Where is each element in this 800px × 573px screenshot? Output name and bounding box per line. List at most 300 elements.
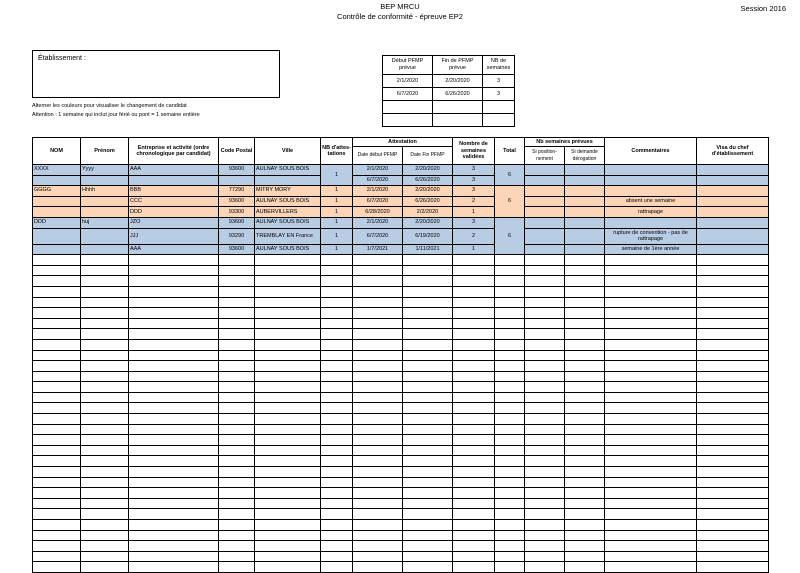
- cell-empty[interactable]: [129, 477, 219, 488]
- cell-debut[interactable]: 2/1/2020: [353, 217, 403, 228]
- cell-empty[interactable]: [403, 488, 453, 499]
- cell-empty[interactable]: [453, 382, 495, 393]
- cell-empty[interactable]: [697, 435, 769, 446]
- table-row[interactable]: [33, 361, 769, 372]
- cell-empty[interactable]: [525, 329, 565, 340]
- cell-empty[interactable]: [403, 286, 453, 297]
- cell-empty[interactable]: [453, 530, 495, 541]
- cell-empty[interactable]: [525, 445, 565, 456]
- cell-empty[interactable]: [495, 509, 525, 520]
- cell-empty[interactable]: [353, 350, 403, 361]
- table-row[interactable]: [33, 424, 769, 435]
- cell-empty[interactable]: [321, 297, 353, 308]
- cell-empty[interactable]: [129, 276, 219, 287]
- cell-empty[interactable]: [321, 265, 353, 276]
- cell-prenom[interactable]: Yyyy: [81, 165, 129, 176]
- cell-empty[interactable]: [565, 424, 605, 435]
- cell-empty[interactable]: [129, 541, 219, 552]
- cell-empty[interactable]: [525, 509, 565, 520]
- cell-empty[interactable]: [81, 339, 129, 350]
- cell-empty[interactable]: [403, 509, 453, 520]
- cell-empty[interactable]: [321, 318, 353, 329]
- table-row[interactable]: [33, 456, 769, 467]
- cell-empty[interactable]: [453, 488, 495, 499]
- cell-empty[interactable]: [321, 562, 353, 573]
- cell-empty[interactable]: [525, 498, 565, 509]
- cell-empty[interactable]: [565, 477, 605, 488]
- cell-empty[interactable]: [565, 488, 605, 499]
- cell-empty[interactable]: [495, 445, 525, 456]
- cell-empty[interactable]: [219, 255, 255, 266]
- cell-empty[interactable]: [495, 403, 525, 414]
- cell-empty[interactable]: [353, 488, 403, 499]
- cell-empty[interactable]: [353, 435, 403, 446]
- cell-posit[interactable]: [525, 244, 565, 255]
- cell-empty[interactable]: [353, 414, 403, 425]
- cell-empty[interactable]: [219, 414, 255, 425]
- cell-empty[interactable]: [453, 509, 495, 520]
- cell-empty[interactable]: [525, 265, 565, 276]
- cell-empty[interactable]: [81, 265, 129, 276]
- cell-empty[interactable]: [453, 392, 495, 403]
- cell-empty[interactable]: [353, 371, 403, 382]
- cell-prenom[interactable]: Hhhh: [81, 186, 129, 197]
- cell-empty[interactable]: [255, 255, 321, 266]
- cell-empty[interactable]: [129, 445, 219, 456]
- cell-empty[interactable]: [219, 520, 255, 531]
- table-row[interactable]: [33, 308, 769, 319]
- cell-empty[interactable]: [219, 276, 255, 287]
- cell-empty[interactable]: [33, 414, 81, 425]
- cell-empty[interactable]: [605, 403, 697, 414]
- cell-empty[interactable]: [453, 286, 495, 297]
- cell-empty[interactable]: [321, 488, 353, 499]
- cell-empty[interactable]: [129, 435, 219, 446]
- cell-empty[interactable]: [453, 562, 495, 573]
- cell-empty[interactable]: [697, 403, 769, 414]
- cell-empty[interactable]: [129, 286, 219, 297]
- cell-debut[interactable]: 6/7/2020: [353, 196, 403, 207]
- table-row[interactable]: [33, 207, 769, 218]
- cell-empty[interactable]: [525, 562, 565, 573]
- cell-empty[interactable]: [525, 276, 565, 287]
- cell-empty[interactable]: [129, 456, 219, 467]
- table-row[interactable]: [33, 286, 769, 297]
- cell-empty[interactable]: [129, 265, 219, 276]
- cell-empty[interactable]: [495, 361, 525, 372]
- cell-empty[interactable]: [453, 541, 495, 552]
- cell-nb[interactable]: 1: [321, 244, 353, 255]
- cell-empty[interactable]: [255, 371, 321, 382]
- cell-visa[interactable]: [697, 186, 769, 197]
- cell-empty[interactable]: [81, 414, 129, 425]
- cell-empty[interactable]: [219, 361, 255, 372]
- cell-empty[interactable]: [605, 541, 697, 552]
- cell-empty[interactable]: [353, 509, 403, 520]
- cell-empty[interactable]: [33, 318, 81, 329]
- cell-empty[interactable]: [219, 562, 255, 573]
- cell-empty[interactable]: [81, 382, 129, 393]
- cell-empty[interactable]: [321, 414, 353, 425]
- cell-empty[interactable]: [321, 361, 353, 372]
- cell-empty[interactable]: [565, 551, 605, 562]
- cell-empty[interactable]: [81, 424, 129, 435]
- cell-empty[interactable]: [495, 255, 525, 266]
- cell-empty[interactable]: [525, 255, 565, 266]
- cell-empty[interactable]: [321, 467, 353, 478]
- cell-empty[interactable]: [605, 562, 697, 573]
- cell-prenom[interactable]: huj: [81, 217, 129, 228]
- cell-nb[interactable]: 1: [321, 217, 353, 228]
- cell-empty[interactable]: [353, 286, 403, 297]
- cell-empty[interactable]: [605, 350, 697, 361]
- cell-empty[interactable]: [255, 318, 321, 329]
- cell-empty[interactable]: [403, 392, 453, 403]
- cell-empty[interactable]: [353, 339, 403, 350]
- cell-prenom[interactable]: [81, 175, 129, 186]
- cell-empty[interactable]: [33, 308, 81, 319]
- cell-derog[interactable]: [565, 217, 605, 228]
- cell-empty[interactable]: [565, 361, 605, 372]
- table-row[interactable]: [33, 488, 769, 499]
- cell-empty[interactable]: [495, 456, 525, 467]
- cell-empty[interactable]: [495, 276, 525, 287]
- cell-empty[interactable]: [353, 255, 403, 266]
- cell-empty[interactable]: [697, 414, 769, 425]
- cell-semaines[interactable]: 1: [453, 244, 495, 255]
- cell-empty[interactable]: [697, 382, 769, 393]
- cell-empty[interactable]: [129, 530, 219, 541]
- cell-empty[interactable]: [453, 467, 495, 478]
- cell-empty[interactable]: [453, 371, 495, 382]
- cell-empty[interactable]: [353, 520, 403, 531]
- cell-empty[interactable]: [255, 435, 321, 446]
- cell-empty[interactable]: [81, 435, 129, 446]
- cell-empty[interactable]: [697, 265, 769, 276]
- cell-empty[interactable]: [495, 392, 525, 403]
- cell-empty[interactable]: [321, 276, 353, 287]
- cell-empty[interactable]: [605, 265, 697, 276]
- cell-empty[interactable]: [129, 498, 219, 509]
- cell-empty[interactable]: [403, 498, 453, 509]
- table-row[interactable]: [33, 265, 769, 276]
- cell-empty[interactable]: [255, 541, 321, 552]
- cell-empty[interactable]: [605, 488, 697, 499]
- cell-empty[interactable]: [495, 382, 525, 393]
- cell-empty[interactable]: [565, 530, 605, 541]
- table-row[interactable]: [33, 445, 769, 456]
- cell-empty[interactable]: [219, 318, 255, 329]
- cell-empty[interactable]: [403, 520, 453, 531]
- cell-semaines[interactable]: 2: [453, 196, 495, 207]
- cell-empty[interactable]: [525, 414, 565, 425]
- cell-empty[interactable]: [255, 297, 321, 308]
- cell-nb[interactable]: 1: [321, 196, 353, 207]
- cell-empty[interactable]: [403, 361, 453, 372]
- cell-empty[interactable]: [353, 329, 403, 340]
- cell-empty[interactable]: [565, 286, 605, 297]
- cell-empty[interactable]: [255, 329, 321, 340]
- cell-empty[interactable]: [353, 318, 403, 329]
- table-row[interactable]: [33, 541, 769, 552]
- cell-fin[interactable]: 6/19/2020: [403, 228, 453, 244]
- cell-empty[interactable]: [129, 509, 219, 520]
- cell-empty[interactable]: [403, 530, 453, 541]
- cell-empty[interactable]: [525, 308, 565, 319]
- cell-empty[interactable]: [81, 308, 129, 319]
- cell-posit[interactable]: [525, 165, 565, 176]
- cell-empty[interactable]: [403, 477, 453, 488]
- cell-empty[interactable]: [525, 424, 565, 435]
- cell-empty[interactable]: [129, 297, 219, 308]
- cell-entreprise[interactable]: DDD: [129, 207, 219, 218]
- cell-ville[interactable]: AULNAY SOUS BOIS: [255, 244, 321, 255]
- cell-empty[interactable]: [129, 318, 219, 329]
- cell-empty[interactable]: [697, 350, 769, 361]
- cell-nb[interactable]: 1: [321, 186, 353, 197]
- cell-empty[interactable]: [403, 318, 453, 329]
- cell-empty[interactable]: [697, 424, 769, 435]
- cell-empty[interactable]: [219, 286, 255, 297]
- cell-prenom[interactable]: [81, 207, 129, 218]
- cell-empty[interactable]: [353, 392, 403, 403]
- cell-ville[interactable]: TREMBLAY EN France: [255, 228, 321, 244]
- cell-empty[interactable]: [453, 456, 495, 467]
- cell-empty[interactable]: [605, 361, 697, 372]
- table-row[interactable]: [33, 551, 769, 562]
- cell-comment[interactable]: absent une semaine: [605, 196, 697, 207]
- cell-derog[interactable]: [565, 186, 605, 197]
- cell-empty[interactable]: [129, 551, 219, 562]
- cell-empty[interactable]: [605, 467, 697, 478]
- cell-empty[interactable]: [697, 392, 769, 403]
- table-row[interactable]: [33, 392, 769, 403]
- cell-cp[interactable]: 77290: [219, 186, 255, 197]
- cell-empty[interactable]: [33, 339, 81, 350]
- cell-empty[interactable]: [81, 329, 129, 340]
- cell-nom[interactable]: DDD: [33, 217, 81, 228]
- cell-nb[interactable]: 1: [321, 165, 353, 186]
- cell-empty[interactable]: [129, 392, 219, 403]
- cell-empty[interactable]: [33, 361, 81, 372]
- cell-empty[interactable]: [81, 318, 129, 329]
- cell-empty[interactable]: [403, 350, 453, 361]
- cell-posit[interactable]: [525, 207, 565, 218]
- cell-empty[interactable]: [255, 520, 321, 531]
- cell-empty[interactable]: [33, 456, 81, 467]
- cell-derog[interactable]: [565, 207, 605, 218]
- cell-empty[interactable]: [697, 276, 769, 287]
- cell-semaines[interactable]: 3: [453, 165, 495, 176]
- cell-empty[interactable]: [403, 265, 453, 276]
- cell-entreprise[interactable]: CCC: [129, 196, 219, 207]
- cell-ville[interactable]: MITRY MORY: [255, 186, 321, 197]
- cell-empty[interactable]: [495, 477, 525, 488]
- cell-empty[interactable]: [321, 339, 353, 350]
- cell-empty[interactable]: [565, 329, 605, 340]
- cell-empty[interactable]: [129, 467, 219, 478]
- cell-empty[interactable]: [453, 265, 495, 276]
- cell-empty[interactable]: [605, 318, 697, 329]
- cell-empty[interactable]: [353, 456, 403, 467]
- cell-empty[interactable]: [605, 498, 697, 509]
- cell-empty[interactable]: [495, 350, 525, 361]
- cell-debut[interactable]: 1/7/2021: [353, 244, 403, 255]
- cell-derog[interactable]: [565, 244, 605, 255]
- cell-empty[interactable]: [525, 477, 565, 488]
- cell-empty[interactable]: [33, 498, 81, 509]
- cell-empty[interactable]: [321, 509, 353, 520]
- table-row[interactable]: [33, 339, 769, 350]
- cell-empty[interactable]: [33, 488, 81, 499]
- cell-empty[interactable]: [129, 403, 219, 414]
- cell-empty[interactable]: [697, 318, 769, 329]
- cell-empty[interactable]: [453, 255, 495, 266]
- cell-empty[interactable]: [219, 477, 255, 488]
- cell-empty[interactable]: [525, 297, 565, 308]
- cell-empty[interactable]: [453, 435, 495, 446]
- cell-empty[interactable]: [353, 308, 403, 319]
- cell-empty[interactable]: [565, 297, 605, 308]
- cell-nom[interactable]: [33, 228, 81, 244]
- cell-empty[interactable]: [697, 329, 769, 340]
- cell-empty[interactable]: [403, 297, 453, 308]
- cell-empty[interactable]: [33, 371, 81, 382]
- cell-empty[interactable]: [321, 392, 353, 403]
- cell-empty[interactable]: [697, 488, 769, 499]
- cell-ville[interactable]: AULNAY SOUS BOIS: [255, 217, 321, 228]
- cell-empty[interactable]: [81, 286, 129, 297]
- cell-fin[interactable]: 2/20/2020: [403, 217, 453, 228]
- cell-empty[interactable]: [697, 445, 769, 456]
- cell-empty[interactable]: [525, 350, 565, 361]
- cell-empty[interactable]: [353, 424, 403, 435]
- cell-empty[interactable]: [33, 297, 81, 308]
- cell-ville[interactable]: AUBERVILLERS: [255, 207, 321, 218]
- cell-empty[interactable]: [697, 467, 769, 478]
- cell-empty[interactable]: [255, 530, 321, 541]
- table-row[interactable]: [33, 297, 769, 308]
- cell-empty[interactable]: [33, 520, 81, 531]
- cell-empty[interactable]: [255, 339, 321, 350]
- cell-empty[interactable]: [495, 498, 525, 509]
- cell-empty[interactable]: [403, 276, 453, 287]
- cell-empty[interactable]: [353, 297, 403, 308]
- table-row[interactable]: [33, 414, 769, 425]
- cell-ville[interactable]: AULNAY SOUS BOIS: [255, 165, 321, 176]
- cell-empty[interactable]: [605, 255, 697, 266]
- cell-empty[interactable]: [525, 541, 565, 552]
- cell-empty[interactable]: [33, 255, 81, 266]
- cell-debut[interactable]: 2/1/2020: [353, 186, 403, 197]
- cell-empty[interactable]: [495, 435, 525, 446]
- cell-empty[interactable]: [353, 382, 403, 393]
- cell-empty[interactable]: [33, 551, 81, 562]
- cell-empty[interactable]: [525, 403, 565, 414]
- cell-empty[interactable]: [219, 297, 255, 308]
- cell-empty[interactable]: [255, 392, 321, 403]
- cell-fin[interactable]: 2/20/2020: [403, 165, 453, 176]
- cell-empty[interactable]: [33, 541, 81, 552]
- cell-nb[interactable]: 1: [321, 228, 353, 244]
- cell-empty[interactable]: [495, 308, 525, 319]
- cell-entreprise[interactable]: JZO: [129, 217, 219, 228]
- cell-empty[interactable]: [403, 435, 453, 446]
- cell-empty[interactable]: [81, 562, 129, 573]
- cell-nom[interactable]: [33, 244, 81, 255]
- cell-empty[interactable]: [697, 498, 769, 509]
- cell-empty[interactable]: [453, 297, 495, 308]
- cell-comment[interactable]: semaine de 1ère année: [605, 244, 697, 255]
- cell-empty[interactable]: [321, 477, 353, 488]
- cell-empty[interactable]: [403, 562, 453, 573]
- cell-empty[interactable]: [321, 445, 353, 456]
- cell-empty[interactable]: [495, 541, 525, 552]
- cell-empty[interactable]: [321, 435, 353, 446]
- cell-empty[interactable]: [353, 551, 403, 562]
- cell-empty[interactable]: [525, 371, 565, 382]
- cell-posit[interactable]: [525, 175, 565, 186]
- cell-debut[interactable]: 6/28/2020: [353, 207, 403, 218]
- cell-empty[interactable]: [81, 551, 129, 562]
- cell-cp[interactable]: 93600: [219, 217, 255, 228]
- cell-empty[interactable]: [453, 318, 495, 329]
- cell-empty[interactable]: [33, 477, 81, 488]
- cell-empty[interactable]: [129, 424, 219, 435]
- cell-empty[interactable]: [81, 456, 129, 467]
- cell-empty[interactable]: [321, 329, 353, 340]
- cell-debut[interactable]: 6/7/2020: [353, 228, 403, 244]
- cell-empty[interactable]: [565, 414, 605, 425]
- cell-visa[interactable]: [697, 217, 769, 228]
- cell-empty[interactable]: [565, 467, 605, 478]
- cell-empty[interactable]: [81, 403, 129, 414]
- cell-empty[interactable]: [525, 488, 565, 499]
- cell-empty[interactable]: [81, 297, 129, 308]
- table-row[interactable]: [33, 175, 769, 186]
- cell-empty[interactable]: [255, 562, 321, 573]
- cell-cp[interactable]: 93600: [219, 244, 255, 255]
- cell-empty[interactable]: [81, 488, 129, 499]
- cell-cp[interactable]: 93300: [219, 207, 255, 218]
- cell-empty[interactable]: [353, 498, 403, 509]
- cell-ville[interactable]: AULNAY SOUS BOIS: [255, 196, 321, 207]
- cell-empty[interactable]: [255, 276, 321, 287]
- cell-visa[interactable]: [697, 244, 769, 255]
- cell-empty[interactable]: [565, 265, 605, 276]
- cell-empty[interactable]: [525, 382, 565, 393]
- cell-empty[interactable]: [525, 435, 565, 446]
- cell-empty[interactable]: [605, 392, 697, 403]
- cell-entreprise[interactable]: AAA: [129, 165, 219, 176]
- cell-empty[interactable]: [219, 424, 255, 435]
- cell-empty[interactable]: [255, 509, 321, 520]
- cell-empty[interactable]: [565, 562, 605, 573]
- cell-empty[interactable]: [605, 530, 697, 541]
- cell-empty[interactable]: [697, 308, 769, 319]
- cell-empty[interactable]: [605, 509, 697, 520]
- cell-empty[interactable]: [255, 488, 321, 499]
- cell-entreprise[interactable]: BBB: [129, 186, 219, 197]
- cell-empty[interactable]: [453, 350, 495, 361]
- table-row[interactable]: [33, 498, 769, 509]
- cell-empty[interactable]: [255, 286, 321, 297]
- cell-empty[interactable]: [453, 520, 495, 531]
- cell-empty[interactable]: [403, 551, 453, 562]
- table-row[interactable]: [33, 520, 769, 531]
- cell-empty[interactable]: [495, 530, 525, 541]
- table-row[interactable]: [33, 318, 769, 329]
